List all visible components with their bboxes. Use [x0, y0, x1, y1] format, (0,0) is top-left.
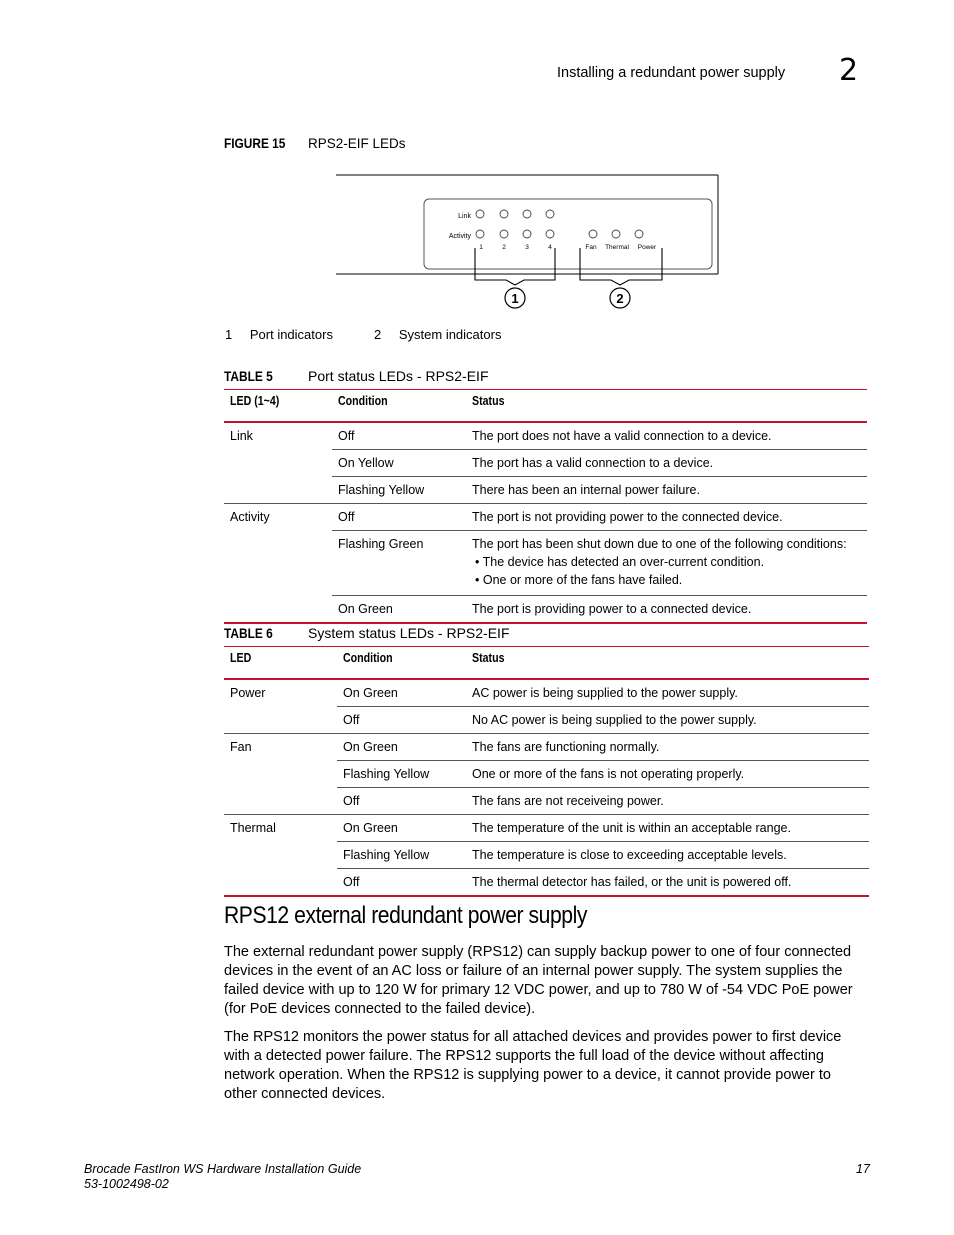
legend-item: [225, 327, 333, 342]
led-cell: [224, 707, 337, 734]
led-cell: [224, 842, 337, 869]
link-led-4: [546, 210, 554, 218]
led-cell: [224, 477, 332, 504]
condition-cell: Off: [337, 788, 466, 815]
port-number: 1: [479, 244, 483, 251]
power-led: [635, 230, 643, 238]
status-cell: The thermal detector has failed, or the unit is powered off.: [466, 869, 869, 897]
condition-cell: On Green: [337, 734, 466, 761]
link-led-2: [500, 210, 508, 218]
led-cell: [224, 761, 337, 788]
table-row: [224, 450, 867, 477]
power-label: Power: [637, 244, 657, 251]
table-row: [224, 788, 869, 815]
activity-label: Activity: [448, 233, 471, 240]
running-header-title: Installing a redundant power supply: [557, 65, 786, 81]
section-heading: RPS12 external redundant power supply: [224, 902, 587, 929]
table-row: [224, 842, 869, 869]
bullet-item: • One or more of the fans have failed.: [475, 573, 683, 587]
status-text: The port has been shut down due to one of the following conditions:: [472, 537, 847, 551]
table-row: [224, 815, 869, 842]
body-paragraph: The RPS12 monitors the power status for all attached devices and provides power to first device with a detected power failure. The RPS12 supports the full load of the device without affecting network operation. When the RPS12 is supplying power to a device, it cannot provide power to other connected devices.: [224, 1029, 842, 1102]
column-header: LED: [224, 647, 337, 680]
table-row: [224, 869, 869, 897]
footer-doc-title: Brocade FastIron WS Hardware Installation Guide: [84, 1162, 362, 1176]
body-paragraph: The external redundant power supply (RPS12) can supply backup power to one of four connected devices in the event of an AC loss or failure of an internal power supply. The system supplies the failed device with up to 120 W for primary 12 VDC power, and up to 780 W of -54 VDC PoE power (for PoE devices connected to the failed device).: [224, 944, 853, 1017]
condition-cell: Flashing Yellow: [332, 477, 466, 504]
table-row: [224, 679, 869, 707]
led-cell: [224, 531, 332, 596]
led-cell: Fan: [224, 734, 337, 761]
link-led-1: [476, 210, 484, 218]
legend-item: [374, 327, 501, 342]
status-cell: The port does not have a valid connection to a device.: [472, 429, 772, 443]
rps2-eif-led-diagram: [330, 168, 725, 318]
system-bracket: [580, 248, 662, 285]
chapter-number: 2: [839, 53, 859, 88]
fan-label: Fan: [585, 244, 597, 251]
table-label: TABLE 6: [224, 625, 273, 641]
column-header: Status: [466, 647, 869, 680]
table-row: [224, 531, 867, 596]
table-caption: [224, 625, 510, 641]
page-number: 17: [856, 1162, 870, 1176]
condition-cell: Off: [337, 707, 466, 734]
port-bracket: [475, 248, 555, 285]
port-status-table: [224, 389, 867, 624]
port-number: 3: [525, 244, 529, 251]
port-number: 4: [548, 244, 552, 251]
status-cell: The fans are functioning normally.: [466, 734, 869, 761]
port-number: 2: [502, 244, 506, 251]
bullet-item: • The device has detected an over-current condition.: [475, 555, 765, 569]
legend-num: 2: [374, 327, 382, 342]
activity-led-3: [523, 230, 531, 238]
led-cell: Power: [230, 686, 266, 700]
table-row: [224, 504, 867, 531]
status-cell: The fans are not receiveing power.: [466, 788, 869, 815]
status-cell: No AC power is being supplied to the power supply.: [466, 707, 869, 734]
callout-1-number: 1: [511, 291, 519, 306]
led-cell: [224, 450, 332, 477]
table-row: [224, 734, 869, 761]
status-cell: The temperature of the unit is within an acceptable range.: [466, 815, 869, 842]
status-cell: [466, 531, 867, 596]
condition-cell: On Yellow: [332, 450, 466, 477]
figure-label: FIGURE 15: [224, 136, 286, 151]
table-title: Port status LEDs - RPS2-EIF: [308, 368, 489, 384]
condition-cell: Flashing Green: [332, 531, 466, 596]
table-row: [224, 707, 869, 734]
legend-text: System indicators: [398, 327, 502, 342]
thermal-led: [612, 230, 620, 238]
led-cell: [224, 869, 337, 897]
table-row: [224, 477, 867, 504]
condition-cell: Off: [337, 869, 466, 897]
condition-cell: Off: [338, 429, 355, 443]
condition-cell: On Green: [337, 815, 466, 842]
led-cell: [224, 596, 332, 624]
table-title: System status LEDs - RPS2-EIF: [308, 625, 510, 641]
condition-cell: Off: [332, 504, 466, 531]
system-status-table: [224, 646, 869, 897]
column-header: Condition: [337, 647, 466, 680]
status-cell: The port has a valid connection to a device.: [466, 450, 867, 477]
activity-led-2: [500, 230, 508, 238]
status-cell: There has been an internal power failure.: [466, 477, 867, 504]
column-header: Condition: [332, 390, 466, 423]
status-cell: AC power is being supplied to the power supply.: [472, 686, 738, 700]
activity-led-4: [546, 230, 554, 238]
table-row: [224, 761, 869, 788]
condition-cell: On Green: [332, 596, 466, 624]
link-label: Link: [458, 213, 471, 220]
table-caption: [224, 368, 489, 384]
thermal-label: Thermal: [605, 244, 629, 251]
led-cell: [224, 788, 337, 815]
activity-led-1: [476, 230, 484, 238]
column-header: Status: [466, 390, 867, 423]
status-cell: The port is providing power to a connected device.: [466, 596, 867, 624]
legend-text: Port indicators: [249, 327, 333, 342]
callout-2-number: 2: [616, 291, 624, 306]
table-label: TABLE 5: [224, 368, 273, 384]
condition-cell: Flashing Yellow: [337, 761, 466, 788]
status-cell: One or more of the fans is not operating properly.: [466, 761, 869, 788]
figure-caption: [224, 136, 406, 151]
footer-doc-number: 53-1002498-02: [84, 1177, 169, 1191]
led-cell: Link: [230, 429, 253, 443]
condition-cell: Flashing Yellow: [337, 842, 466, 869]
led-cell: Activity: [224, 504, 332, 531]
status-cell: The port is not providing power to the connected device.: [466, 504, 867, 531]
condition-cell: On Green: [343, 686, 398, 700]
figure-title: RPS2-EIF LEDs: [308, 136, 406, 151]
column-header: LED (1~4): [224, 390, 332, 423]
fan-led: [589, 230, 597, 238]
table-row: [224, 422, 867, 450]
table-row: [224, 596, 867, 624]
led-cell: Thermal: [224, 815, 337, 842]
link-led-3: [523, 210, 531, 218]
status-cell: The temperature is close to exceeding acceptable levels.: [466, 842, 869, 869]
legend-num: 1: [225, 327, 233, 342]
